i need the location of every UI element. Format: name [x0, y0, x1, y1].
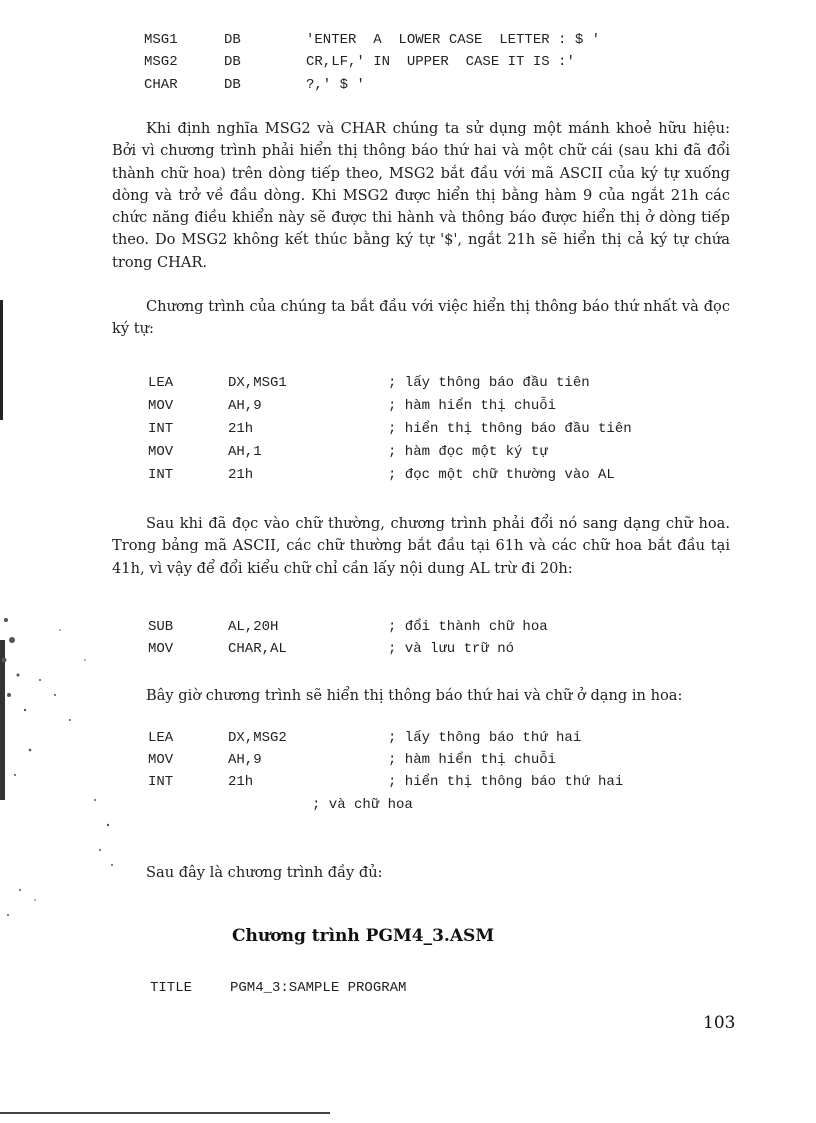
- paragraph-full-program-intro: [112, 862, 730, 884]
- decl-label: CHAR: [144, 77, 178, 93]
- operand: AH,9: [228, 752, 262, 768]
- operand: DX,MSG1: [228, 375, 287, 391]
- decl-row: [0, 54, 575, 76]
- paragraph-program-start: [112, 296, 730, 341]
- comment: ; lấy thông báo thứ hai: [388, 730, 582, 746]
- code-line: [0, 730, 582, 752]
- code-line: [0, 375, 590, 397]
- operand: AL,20H: [228, 619, 279, 635]
- decl-label: MSG1: [144, 32, 178, 48]
- decl-row: [0, 32, 601, 54]
- operand: AH,9: [228, 398, 262, 414]
- code-line: [0, 752, 557, 774]
- operand: CHAR,AL: [228, 641, 287, 657]
- decl-directive: DB: [224, 32, 241, 48]
- comment: ; hiển thị thông báo đầu tiên: [388, 421, 632, 437]
- opcode: INT: [148, 467, 174, 483]
- comment: ; hàm hiển thị chuỗi: [388, 398, 557, 414]
- decl-label: MSG2: [144, 54, 178, 70]
- decl-directive: DB: [224, 54, 241, 70]
- title-keyword: TITLE: [150, 980, 193, 996]
- opcode: SUB: [148, 619, 174, 635]
- paragraph-text: Chương trình của chúng ta bắt đầu với việc hiển thị thông báo thứ nhất và đọc ký tự:: [112, 298, 730, 338]
- operand: DX,MSG2: [228, 730, 287, 746]
- code-line: [0, 467, 615, 489]
- code-line: [0, 774, 624, 796]
- comment: ; hiển thị thông báo thứ hai: [388, 774, 624, 790]
- code-line: [0, 619, 548, 641]
- operand: 21h: [228, 467, 254, 483]
- title-directive-line: [0, 980, 407, 1002]
- page-number: 103: [703, 1013, 736, 1033]
- opcode: LEA: [148, 375, 174, 391]
- comment: ; và lưu trữ nó: [388, 641, 515, 657]
- comment: ; đổi thành chữ hoa: [388, 619, 548, 635]
- paragraph-display-second: [112, 685, 730, 707]
- opcode: MOV: [148, 444, 174, 460]
- opcode: LEA: [148, 730, 174, 746]
- comment: ; hàm đọc một ký tự: [388, 444, 548, 460]
- decl-value: ?,' $ ': [306, 77, 365, 93]
- code-line: [0, 797, 413, 819]
- decl-row: [0, 77, 365, 99]
- opcode: INT: [148, 774, 174, 790]
- code-line: [0, 641, 515, 663]
- comment: ; hàm hiển thị chuỗi: [388, 752, 557, 768]
- opcode: MOV: [148, 398, 174, 414]
- comment: ; đọc một chữ thường vào AL: [388, 467, 615, 483]
- opcode: MOV: [148, 752, 174, 768]
- paragraph-msg2-explanation: [112, 118, 730, 274]
- operand: 21h: [228, 421, 254, 437]
- decl-value: CR,LF,' IN UPPER CASE IT IS :': [306, 54, 575, 70]
- paragraph-text: Sau khi đã đọc vào chữ thường, chương trình phải đổi nó sang dạng chữ hoa. Trong bảng mã ASCII, các chữ thường bắt đầu tại 61h và các chữ hoa bắt đầu tại 41h, vì vậy để đổi kiểu chữ chỉ cần lấy nội dung AL trừ đi 20h:: [112, 515, 730, 577]
- operand: 21h: [228, 774, 254, 790]
- code-line: [0, 398, 557, 420]
- code-line: [0, 421, 632, 443]
- comment-continuation: ; và chữ hoa: [312, 797, 413, 813]
- operand: AH,1: [228, 444, 262, 460]
- comment: ; lấy thông báo đầu tiên: [388, 375, 590, 391]
- opcode: MOV: [148, 641, 174, 657]
- paragraph-text: Khi định nghĩa MSG2 và CHAR chúng ta sử dụng một mánh khoẻ hữu hiệu: Bởi vì chương trình phải hiển thị thông báo thứ hai và một chữ cái (sau khi đã đổi thành chữ hoa) trên dòng tiếp theo, MSG2 bắt đầu với mã ASCII của ký tự xuống dòng và trở về đầu dòng. Khi MSG2 được hiển thị bằng hàm 9 của ngắt 21h các chức năng điều khiển này sẽ được thi hành và thông báo được hiển thị ở dòng tiếp theo. Do MSG2 không kết thúc bằng ký tự '$', ngắt 21h sẽ hiển thị cả ký tự chứa trong CHAR.: [112, 120, 730, 271]
- title-value: PGM4_3:SAMPLE PROGRAM: [230, 980, 407, 996]
- section-heading: Chương trình PGM4_3.ASM: [232, 926, 495, 946]
- paragraph-text: Sau đây là chương trình đầy đủ:: [146, 864, 383, 881]
- paragraph-text: Bây giờ chương trình sẽ hiển thị thông báo thứ hai và chữ ở dạng in hoa:: [146, 687, 683, 704]
- decl-value: 'ENTER A LOWER CASE LETTER : $ ': [306, 32, 601, 48]
- paragraph-convert-uppercase: [112, 513, 730, 580]
- scan-bottom-edge: [0, 1112, 330, 1114]
- code-line: [0, 444, 548, 466]
- opcode: INT: [148, 421, 174, 437]
- decl-directive: DB: [224, 77, 241, 93]
